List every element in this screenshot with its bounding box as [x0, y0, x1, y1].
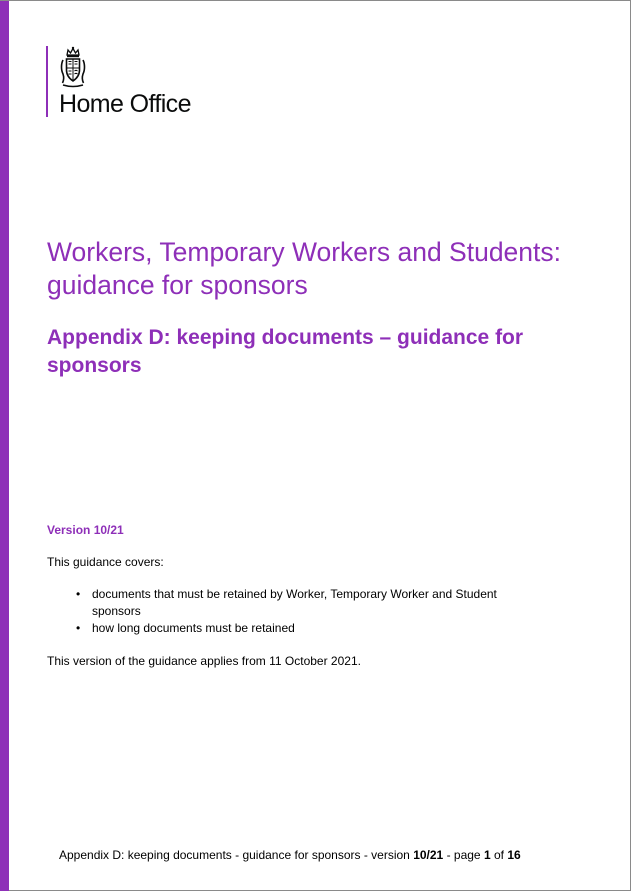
footer-version: 10/21 — [413, 848, 444, 862]
footer-page-total: 16 — [507, 848, 521, 862]
logo-text: Home Office — [59, 90, 191, 118]
footer-page-label: - page — [443, 848, 484, 862]
intro-text: This guidance covers: — [47, 555, 164, 569]
footer-prefix: Appendix D: keeping documents - guidance for sponsors - version — [59, 848, 414, 862]
document-title: Workers, Temporary Workers and Students: guidance for sponsors — [47, 237, 562, 300]
page-footer — [59, 848, 521, 862]
logo-divider-rule — [46, 46, 48, 117]
document-subtitle: Appendix D: keeping documents – guidance for sponsors — [47, 326, 524, 377]
applies-from-text: This version of the guidance applies from 11 October 2021. — [47, 654, 361, 668]
accent-sidebar-bar — [0, 1, 9, 891]
footer-of-label: of — [490, 848, 508, 862]
footer-page-number: 1 — [483, 848, 491, 862]
coverage-list — [47, 586, 547, 637]
list-item: • documents that must be retained by Worker, Temporary Worker and Student sponsors — [47, 586, 547, 620]
home-office-logo — [46, 46, 216, 118]
royal-crest-icon — [60, 46, 86, 88]
version-label: Version 10/21 — [47, 523, 124, 537]
list-item: • how long documents must be retained — [47, 620, 547, 637]
